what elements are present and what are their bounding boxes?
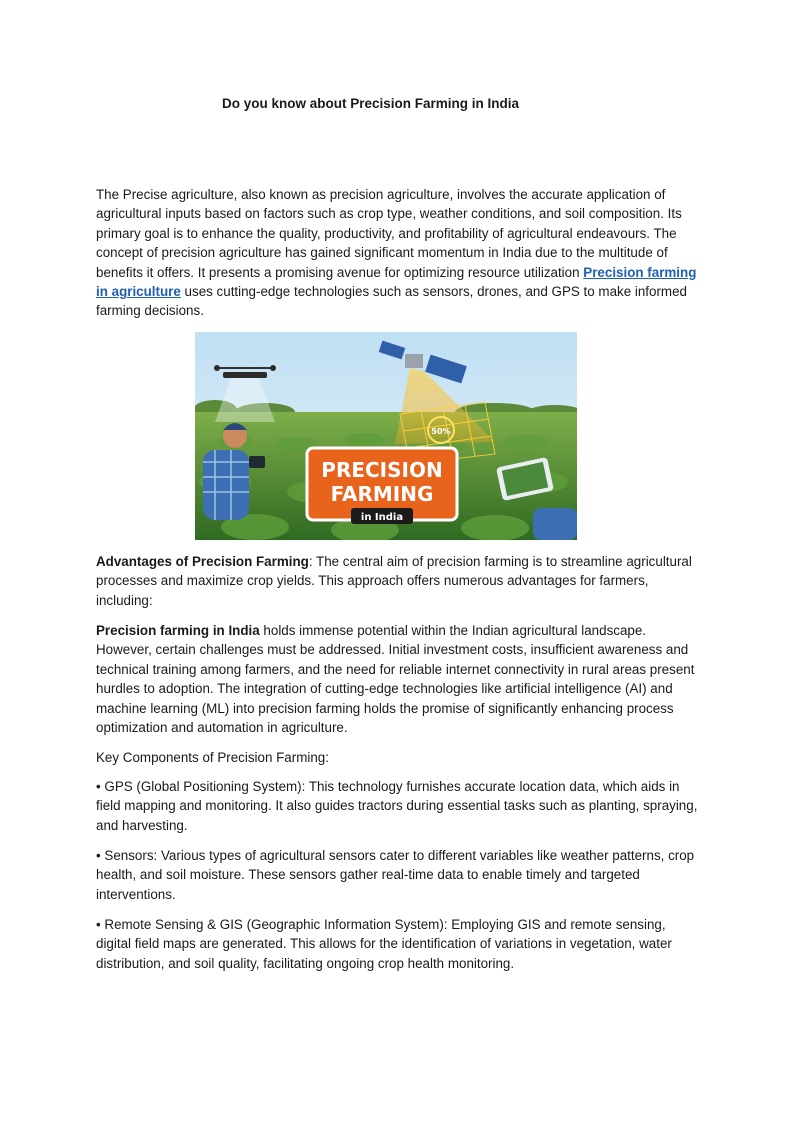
- india-paragraph: [96, 621, 702, 737]
- title-banner: [307, 448, 457, 524]
- advantages-heading: Advantages of Precision Farming: [96, 554, 309, 569]
- component-item-gps: • GPS (Global Positioning System): This technology furnishes accurate location data, which aids in field mapping and monitoring. It also guides tractors during essential tasks such as planting, spraying, and harvesting.: [96, 779, 698, 833]
- components-heading: Key Components of Precision Farming:: [96, 750, 329, 765]
- page-title: Do you know about Precision Farming in India: [222, 96, 520, 111]
- banner-line-2: FARMING: [330, 482, 434, 506]
- advantages-paragraph: [96, 552, 702, 610]
- banner-line-1: PRECISION: [321, 458, 443, 482]
- advantages-text: : The central aim of precision farming is to streamline agricultural processes and maximize crop yields. This approach offers numerous advantages for farmers, including:: [96, 554, 692, 608]
- precision-farming-link[interactable]: Precision farming in agriculture: [96, 264, 697, 300]
- sensor-label: 50%: [431, 427, 451, 436]
- component-item-remote-sensing: • Remote Sensing & GIS (Geographic Information System): Employing GIS and remote sensing, digital field maps are generated. This allows for the identification of variations in vegetation, water distribution, and soil quality, facilitating ongoing crop health monitoring.: [96, 917, 672, 971]
- precision-farming-image: [195, 332, 577, 540]
- intro-text-after: uses cutting-edge technologies such as sensors, drones, and GPS to make informed farming decisions.: [96, 284, 687, 319]
- banner-line-3: in India: [360, 512, 404, 523]
- precision-farming-illustration: [195, 332, 577, 540]
- component-item-sensors: • Sensors: Various types of agricultural sensors cater to different variables like weather patterns, crop health, and soil moisture. These sensors gather real-time data to enable timely and targeted interventions.: [96, 848, 695, 902]
- india-text: holds immense potential within the Indian agricultural landscape. However, certain challenges must be addressed. Initial investment costs, insufficient awareness and technical training among farmers, and the need for reliable internet connectivity in rural areas present hurdles to adoption. The integration of cutting-edge technologies like artificial intelligence (AI) and machine learning (ML) into precision farming holds the promise of significantly enhancing process optimization and automation in agriculture.: [96, 623, 695, 736]
- intro-paragraph: [96, 185, 702, 321]
- india-heading: Precision farming in India: [96, 623, 260, 638]
- intro-text-before: The Precise agriculture, also known as precision agriculture, involves the accurate application of agricultural inputs based on factors such as crop type, weather conditions, and soil composition. Its primary goal is to enhance the quality, productivity, and profitability of agricultural endeavours. The concept of precision agriculture has gained significant momentum in India due to the multitude of benefits it offers. It presents a promising avenue for optimizing resource utilization: [96, 187, 682, 280]
